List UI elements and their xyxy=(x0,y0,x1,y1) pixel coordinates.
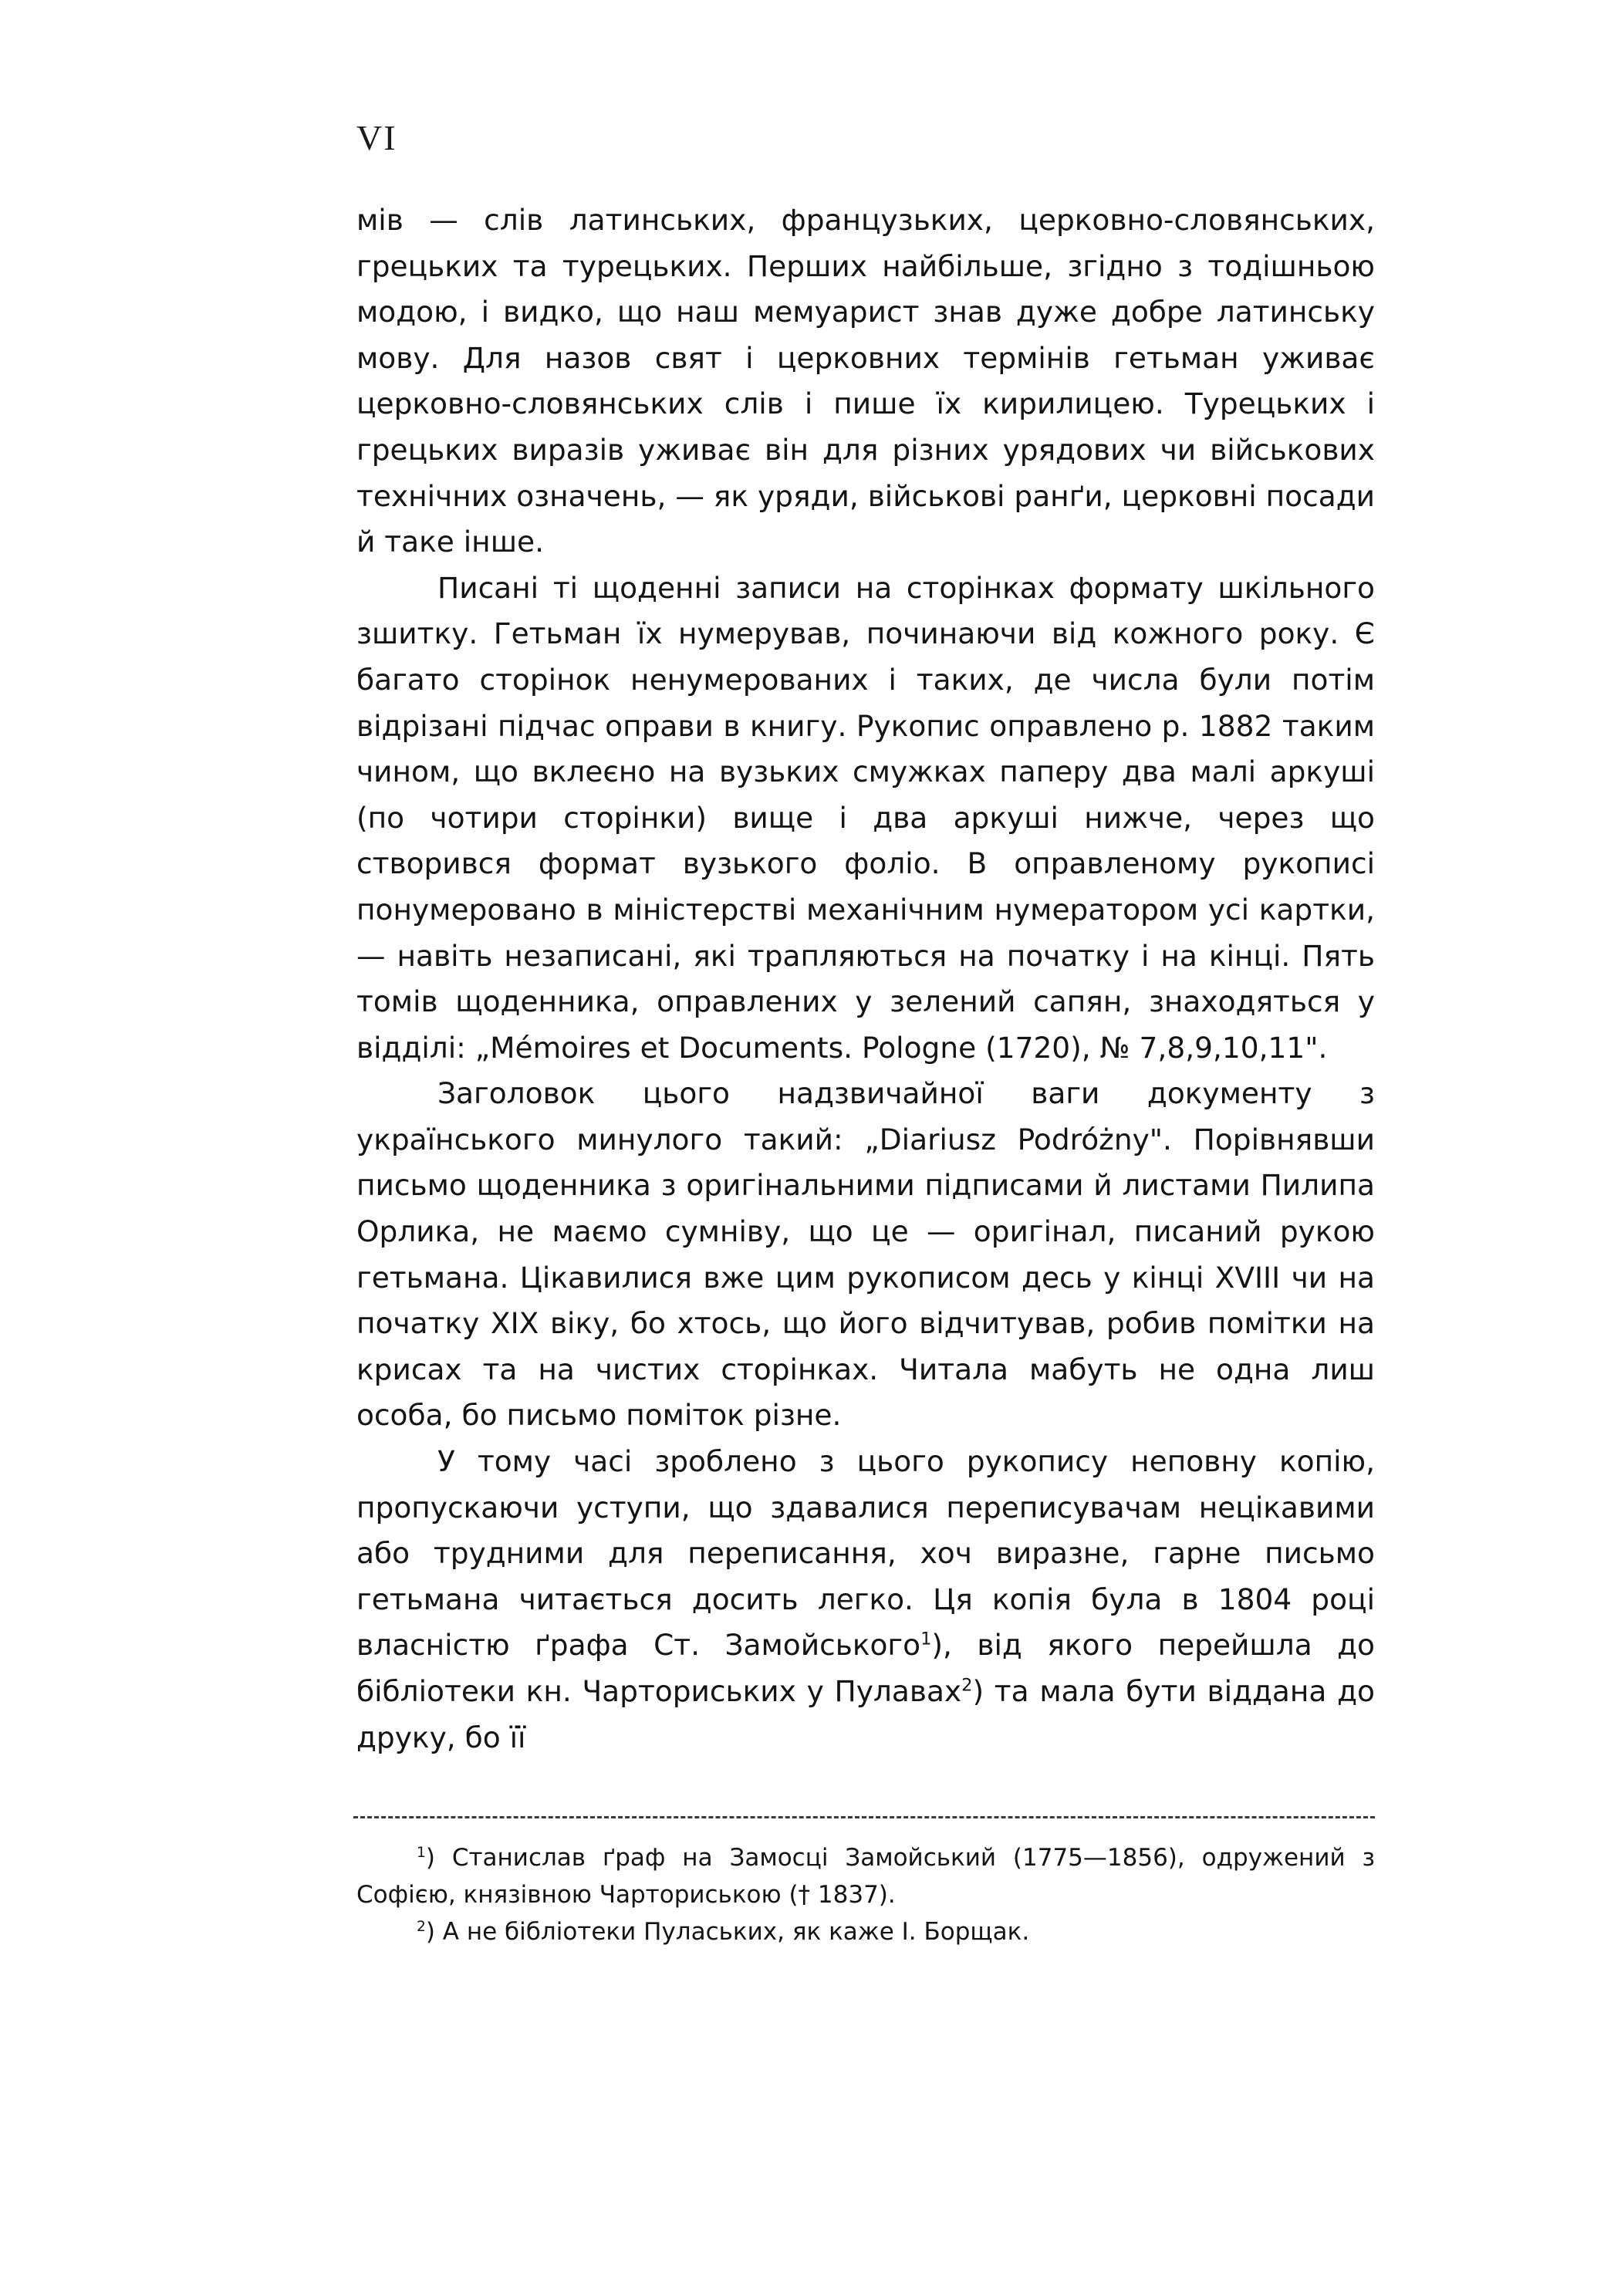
footnote-1-text: ) Станислав ґраф на Замосці Замойський (1775—1856), одружений з Софією, князівною Чарториською († 1837). xyxy=(356,1844,1375,1909)
page-number: VI xyxy=(356,118,397,157)
footnote-1 xyxy=(356,1839,1375,1913)
body-text xyxy=(356,198,1375,1761)
footnote-ref-1: 1 xyxy=(920,1629,932,1649)
paragraph-4-text-b: ), від якого перейшла до бібліотеки кн. Чарториських у Пулавах xyxy=(356,1628,1376,1708)
paragraph-3: Заголовок цього надзвичайної ваги документу з українського минулого такий: „Diariusz Podróżny". Порівнявши письмо щоденника з оригінальними підписами й листами Пилипа Орлика, не маємо сумніву, що це — оригінал, писаний рукою гетьмана. Цікавилися вже цим рукописом десь у кінці XVIII чи на початку XIX віку, бо хтось, що його відчитував, робив помітки на крисах та на чистих сторінках. Читала мабуть не одна лиш особа, бо письмо поміток різне. xyxy=(356,1076,1375,1433)
footnote-ref-2: 2 xyxy=(961,1675,973,1696)
footnote-2 xyxy=(356,1913,1375,1950)
paragraph-4-text-c: ) та мала бути віддана до друку, бо її xyxy=(356,1674,1376,1754)
footnote-marker-2: 2 xyxy=(417,1918,426,1935)
paragraph-2: Писані ті щоденні записи на сторінках формату шкільного зшитку. Гетьман їх нумерував, починаючи від кожного року. Є багато сторінок ненумерованих і таких, де числа були потім відрізані підчас оправи в книгу. Рукопис оправлено р. 1882 таким чином, що вклеєно на вузьких смужках паперу два малі аркуші (по чотири сторінки) вище і два аркуші нижче, через що створився формат вузького фоліо. В оправленому рукописі понумеровано в міністерстві механічним нумератором усі картки, — навіть незаписані, які трапляються на початку і на кінці. Пять томів щоденника, оправлених у зелений сапян, знаходяться у відділі: „Mémoires et Documents. Pologne (1720), № 7,8,9,10,11". xyxy=(356,570,1375,1065)
footnote-2-text: ) А не бібліотеки Пулаських, як каже І. Борщак. xyxy=(425,1918,1030,1946)
footnotes xyxy=(356,1839,1375,1950)
footnote-marker-1: 1 xyxy=(417,1844,426,1861)
paragraph-4-text-a: У тому часі зроблено з цього рукопису неповну копію, пропускаючи уступи, що здавалися переписувачам нецікавими або трудними для переписання, хоч виразне, гарне письмо гетьмана читається досить легко. Ця копія була в 1804 році власністю ґрафа Ст. Замойського xyxy=(356,1444,1375,1663)
paragraph-4 xyxy=(356,1439,1375,1761)
paragraph-1: мів — слів латинських, французьких, церковно-словянських, грецьких та турецьких. Перших найбільше, згідно з тодішньою модою, і видко, що наш мемуарист знав дуже добре латинську мову. Для назов свят і церковних термінів гетьман уживає церковно-словянських слів і пише їх кирилицею. Турецьких і грецьких виразів уживає він для різних урядових чи військових технічних означень, — як уряди, військові ранґи, церковні посади й таке інше. xyxy=(356,203,1375,559)
footnote-divider xyxy=(353,1816,1375,1818)
